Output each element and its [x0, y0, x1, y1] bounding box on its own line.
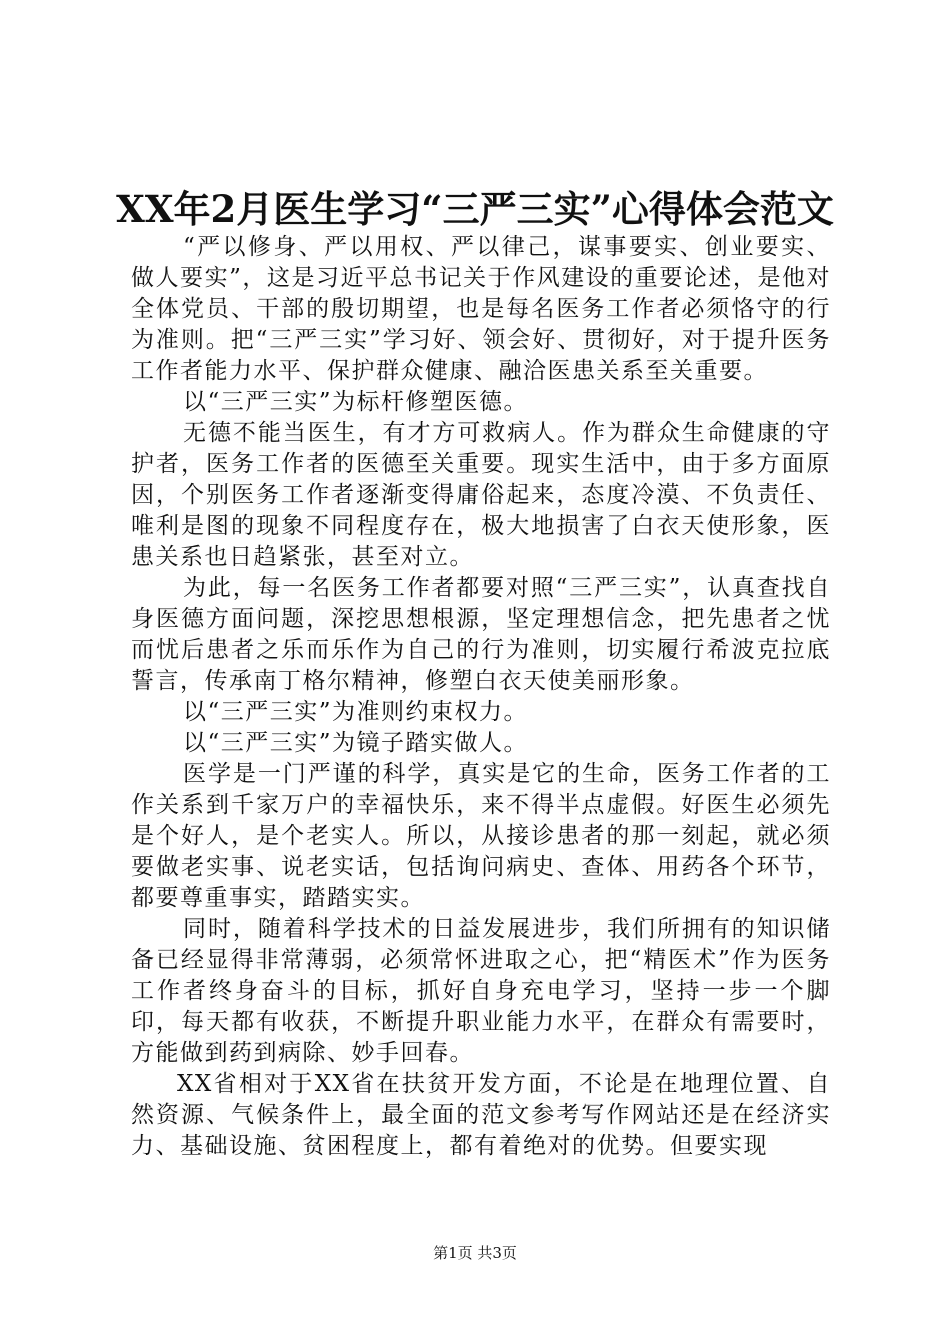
section-heading: 以“三严三实”为镜子踏实做人。	[183, 730, 529, 756]
paragraph: XX省相对于XX省在扶贫开发方面，不论是在地理位置、自然资源、气候条件上，最全面的范文参考写作网站还是在经济实力、基础设施、贫困程度上，都有着绝对的优势。但要实现	[131, 1071, 831, 1159]
document-title: XX年2月医生学习“三严三实”心得体会范文	[116, 186, 834, 231]
page-footer: 第1页 共3页	[433, 1244, 517, 1262]
section-heading: 以“三严三实”为标杆修塑医德。	[183, 389, 529, 415]
paragraph: 同时，随着科学技术的日益发展进步，我们所拥有的知识储备已经显得非常薄弱，必须常怀进取之心，把“精医术”作为医务工作者终身奋斗的目标，抓好自身充电学习，坚持一步一个脚印，每天都有收获，不断提升职业能力水平，在群众有需要时，方能做到药到病除、妙手回春。	[131, 916, 831, 1066]
section-heading: 以“三严三实”为准则约束权力。	[183, 699, 529, 725]
paragraph: “严以修身、严以用权、严以律己，谋事要实、创业要实、做人要实”，这是习近平总书记关于作风建设的重要论述，是他对全体党员、干部的殷切期望，也是每名医务工作者必须恪守的行为准则。把“三严三实”学习好、领会好、贯彻好，对于提升医务工作者能力水平、保护群众健康、融洽医患关系至关重要。	[131, 234, 831, 384]
paragraph: 为此，每一名医务工作者都要对照“三严三实”，认真查找自身医德方面问题，深挖思想根源，坚定理想信念，把先患者之忧而忧后患者之乐而乐作为自己的行为准则，切实履行希波克拉底誓言，传承南丁格尔精神，修塑白衣天使美丽形象。	[131, 575, 831, 694]
paragraph: 医学是一门严谨的科学，真实是它的生命，医务工作者的工作关系到千家万户的幸福快乐，来不得半点虚假。好医生必须先是个好人，是个老实人。所以，从接诊患者的那一刻起，就必须要做老实事、说老实话，包括询问病史、查体、用药各个环节，都要尊重事实，踏踏实实。	[131, 761, 831, 911]
document-body	[131, 232, 831, 1162]
paragraph: 无德不能当医生，有才方可救病人。作为群众生命健康的守护者，医务工作者的医德至关重要。现实生活中，由于多方面原因，个别医务工作者逐渐变得庸俗起来，态度冷漠、不负责任、唯利是图的现象不同程度存在，极大地损害了白衣天使形象，医患关系也日趋紧张，甚至对立。	[131, 420, 831, 570]
